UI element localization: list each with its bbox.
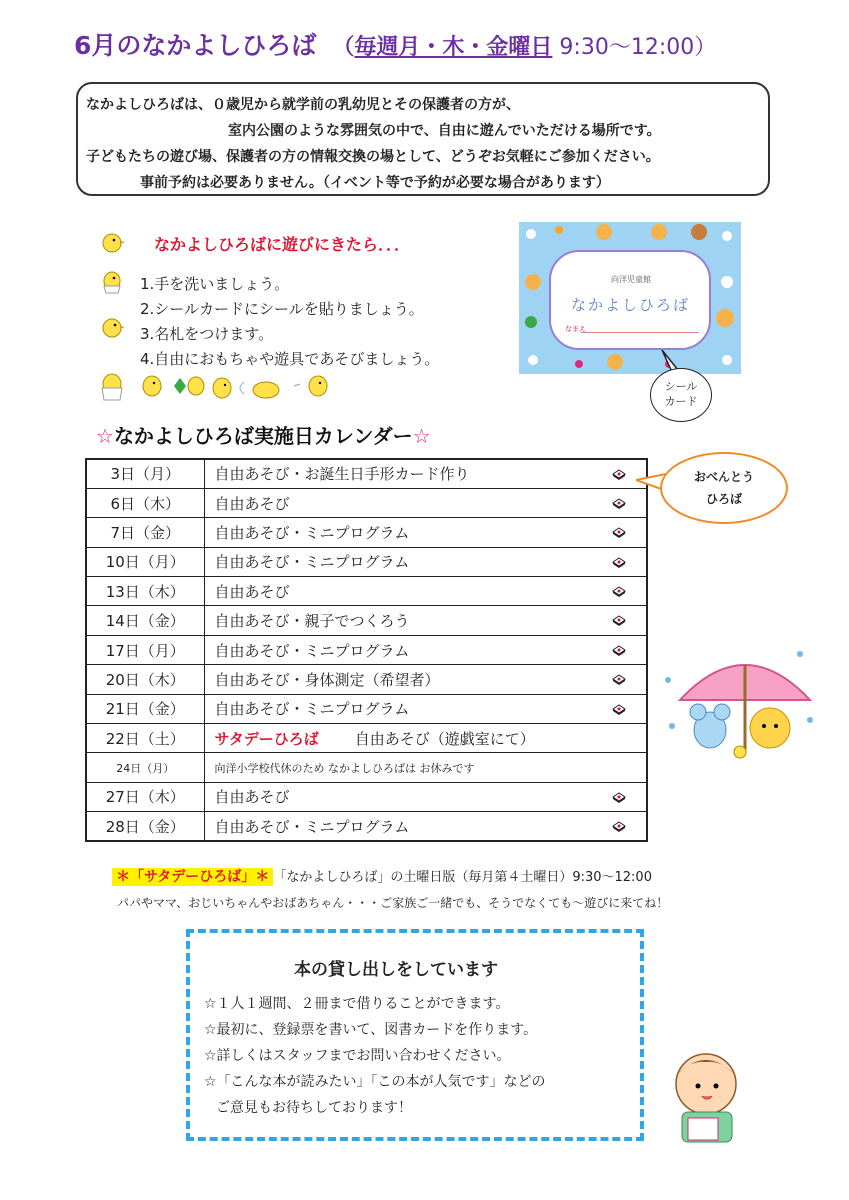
chick-icon: [98, 266, 126, 294]
seal-card-panel: [549, 250, 711, 350]
lending-title: 本の貸し出しをしています: [294, 960, 498, 980]
activity-text: 自由あそび・ミニプログラム: [214, 641, 410, 660]
bento-icon: [612, 557, 626, 568]
calendar-activity: [204, 753, 647, 782]
calendar-date: 3日（月）: [86, 459, 204, 488]
calendar-row: [86, 665, 647, 694]
intro-line-3: 子どもたちの遊び場、保護者の方の情報交換の場として、どうぞお気軽にご参加ください。: [86, 149, 660, 165]
bento-icon: [612, 527, 626, 538]
schedule-open: （: [332, 35, 355, 60]
calendar-date: 14日（金）: [86, 606, 204, 635]
saturday-desc: 「なかよしひろば」の土曜日版（毎月第４土曜日）9:30〜12:00: [273, 870, 652, 885]
calendar-date: 10日（月）: [86, 547, 204, 576]
calendar-date: 6日（木）: [86, 488, 204, 517]
calendar-row: [86, 488, 647, 517]
schedule-days: 毎週月・木・金曜日: [354, 35, 553, 60]
calendar-date: 13日（木）: [86, 577, 204, 606]
saturday-line-2: パパやママ、おじいちゃんやおばあちゃん・・・ご家族ご一緒でも、そうでなくても〜遊びに来てね！: [117, 896, 669, 910]
lending-item-1: ☆１人１週間、２冊まで借りることができます。: [204, 996, 510, 1012]
visit-title: なかよしひろばに遊びにきたら．．．: [154, 235, 411, 254]
activity-text: 自由あそび: [214, 494, 290, 513]
calendar-title-text: なかよしひろば実施日カレンダー: [113, 424, 413, 448]
star-right: ☆: [412, 424, 431, 448]
calendar-activity: [204, 724, 647, 753]
activity-text: 自由あそび・親子でつくろう: [214, 612, 410, 631]
calendar-activity: [204, 577, 647, 606]
seal-card-caption-text: シール カード: [664, 380, 698, 408]
calendar-activity: [204, 812, 647, 841]
calendar-date: 20日（木）: [86, 665, 204, 694]
bento-icon: [612, 821, 626, 832]
activity-text: 自由あそび: [214, 788, 290, 807]
bento-icon: [612, 674, 626, 685]
calendar-activity: [204, 518, 647, 547]
child-reading-image: [662, 1046, 754, 1146]
bento-icon: [612, 615, 626, 626]
calendar-table: [85, 458, 648, 842]
bento-icon: [612, 498, 626, 509]
calendar-row: [86, 635, 647, 664]
step-2: 2.シールカードにシールを貼りましょう。: [140, 300, 424, 318]
calendar-date: 22日（土）: [86, 724, 204, 753]
obento-bubble: [660, 452, 788, 524]
activity-text: 自由あそび・ミニプログラム: [214, 553, 410, 572]
step-4: 4.自由におもちゃや遊具であそびましょう。: [140, 350, 440, 368]
umbrella-animals-image: [660, 640, 820, 770]
calendar-date: 27日（木）: [86, 782, 204, 811]
seal-card-name: なかよしひろば: [571, 296, 691, 314]
calendar-title: [96, 420, 431, 449]
calendar-date: 24日（月）: [86, 753, 204, 782]
seal-card-line: [581, 332, 699, 333]
intro-box: [76, 82, 770, 196]
calendar-date: 7日（金）: [86, 518, 204, 547]
calendar-row: [86, 812, 647, 841]
page-title: [74, 26, 716, 62]
calendar-row: [86, 753, 647, 782]
bento-icon: [612, 645, 626, 656]
schedule-time: 9:30〜12:00）: [552, 35, 717, 60]
activity-text: 自由あそび（遊戯室にて）: [354, 729, 535, 748]
obento-line-1: おべんとう: [693, 470, 754, 484]
lending-item-4: ☆「こんな本が読みたい」「この本が人気です」などの: [204, 1074, 546, 1090]
calendar-row: [86, 459, 647, 488]
obento-line-2: ひろば: [705, 492, 742, 506]
activity-text: 自由あそび・身体測定（希望者）: [214, 670, 440, 689]
calendar-activity: [204, 488, 647, 517]
activity-text: 自由あそび・ミニプログラム: [214, 700, 410, 719]
seal-card-image: [519, 222, 741, 374]
lending-item-2: ☆最初に、登録票を書いて、図書カードを作ります。: [204, 1022, 538, 1038]
calendar-activity: [204, 459, 647, 488]
calendar-activity: [204, 782, 647, 811]
bento-icon: [612, 586, 626, 597]
calendar-row: [86, 577, 647, 606]
seal-card-sub: 向洋児童館: [611, 275, 651, 284]
seal-card-caption: [650, 368, 712, 422]
bento-icon: [612, 469, 626, 480]
calendar-activity: [204, 665, 647, 694]
saturday-label: サタデーひろば: [214, 729, 319, 748]
calendar-row: [86, 724, 647, 753]
calendar-activity: [204, 694, 647, 723]
intro-line-4: 事前予約は必要ありません。（イベント等で予約が必要な場合があります）: [140, 175, 610, 191]
activity-text: 自由あそび・ミニプログラム: [214, 523, 410, 542]
step-1: 1.手を洗いましょう。: [140, 275, 290, 293]
activity-text: 自由あそび・お誕生日手形カード作り: [214, 465, 470, 484]
bento-icon: [612, 792, 626, 803]
chick-icon: [98, 312, 126, 340]
seal-card-name-label: なまえ: [565, 325, 586, 333]
intro-line-2: 室内公園のような雰囲気の中で、自由に遊んでいただける場所です。: [228, 123, 661, 139]
lending-item-3: ☆詳しくはスタッフまでお問い合わせください。: [204, 1048, 511, 1064]
calendar-row: [86, 782, 647, 811]
calendar-date: 17日（月）: [86, 635, 204, 664]
bento-icon: [612, 704, 626, 715]
calendar-row: [86, 694, 647, 723]
calendar-date: 21日（金）: [86, 694, 204, 723]
calendar-row: [86, 606, 647, 635]
activity-text: 自由あそび: [214, 582, 290, 601]
activity-text: 自由あそび・ミニプログラム: [214, 817, 410, 836]
saturday-note: [112, 866, 652, 886]
calendar-date: 28日（金）: [86, 812, 204, 841]
step-3: 3.名札をつけます。: [140, 325, 274, 343]
calendar-activity: [204, 606, 647, 635]
calendar-row: [86, 518, 647, 547]
saturday-highlight: ＊「サタデーひろば」＊: [112, 868, 273, 886]
lending-item-5: ご意見もお待ちしております！: [216, 1100, 412, 1116]
schedule: [332, 35, 716, 60]
intro-line-1: なかよしひろばは、０歳児から就学前の乳幼児とその保護者の方が、: [86, 97, 520, 113]
chick-icon: [98, 226, 126, 254]
activity-text: 向洋小学校代休のため なかよしひろばは お休みです: [214, 761, 475, 775]
title-text: 6月のなかよしひろば: [74, 31, 317, 60]
calendar-activity: [204, 635, 647, 664]
calendar-activity: [204, 547, 647, 576]
lending-box: [186, 929, 644, 1141]
calendar-row: [86, 547, 647, 576]
star-left: ☆: [96, 424, 114, 448]
